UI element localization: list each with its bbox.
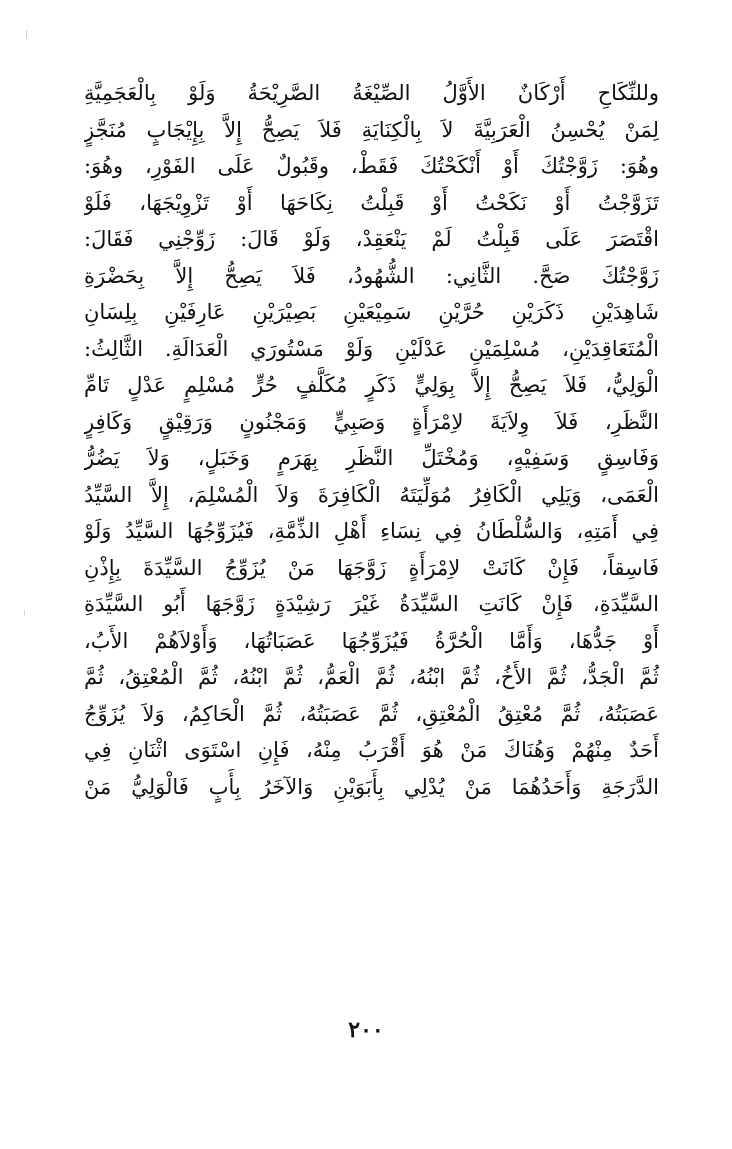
text-line: وهُوَ: زَوَّجْتُكَ أَوْ أَنْكَحْتُكَ فَقَطْ، وقَبُولٌ عَلَى الفَوْرِ، وهُوَ:	[84, 154, 659, 178]
text-line: فِي أَمَتِهِ، وَالسُّلْطَانُ فِي نِسَاءِ أَهْلِ الذِّمَّةِ، فَيُزَوِّجُهَا السَّيِّدُ وَلَوْ	[84, 519, 659, 543]
text-line: السَّيِّدَةِ، فَإِنْ كَانَتِ السَّيِّدَةُ غَيْرَ رَشِيْدَةٍ زَوَّجَهَا أَبُو السَّيِّدَةِ	[84, 592, 659, 616]
text-line: الدَّرَجَةِ وَأَحَدُهُمَا مَنْ يُدْلِي بِأَبَوَيْنِ وَالآخَرُ بِأَبٍ فَالْوَلِيُّ مَنْ	[84, 774, 659, 799]
text-line: النَّظَرِ، فَلاَ وِلاَيَةَ لاِمْرَأَةٍ وَصَبِيٍّ وَمَجْنُونٍ وَرَقِيْقٍ وَكَافِرٍ	[84, 409, 659, 434]
text-line: شَاهِدَيْنِ ذَكَرَيْنِ حُرَّيْنِ سَمِيْعَيْنِ بَصِيْرَيْنِ عَارِفَيْنِ بِلِسَانِ	[84, 300, 659, 324]
text-line: وَفَاسِقٍ وَسَفِيْهٍ، وَمُخْتَلِّ النَّظَرِ بِهَرَمٍ وَخَبَلٍ، وَلاَ يَضُرُّ	[84, 446, 659, 470]
text-line: زَوَّجْتُكَ صَحَّ. الثَّانِي: الشُّهُودُ، فَلاَ يَصِحُّ إِلاَّ بِحَضْرَةِ	[84, 263, 659, 288]
body-text	[84, 75, 659, 805]
text-line: الْعَمَى، وَيَلِي الْكَافِرُ مُوَلِّيَتَهُ الْكَافِرَةَ وَلاَ الْمُسْلِمَ، إِلاَّ السَّيِّدُ	[84, 482, 659, 507]
text-line: وللنِّكَاحِ أَرْكَانٌ الأَوَّلُ الصِّيْغَةُ الصَّرِيْحَةُ وَلَوْ بِالْعَجَمِيَّةِ	[84, 81, 659, 105]
page-number: ٢٠٠	[348, 1017, 384, 1043]
text-line: الْمُتَعَاقِدَيْنِ، مُسْلِمَيْنِ عَدْلَيْنِ وَلَوْ مَسْتُورَي الْعَدَالَةِ. الثَّالِثُ:	[84, 336, 659, 361]
text-line: لِمَنْ يُحْسِنُ الْعَرَبِيَّةَ لاَ بِالْكِنَايَةِ فَلاَ يَصِحُّ إِلاَّ بِإِيْجَابٍ مُنَجَّزٍ	[84, 117, 659, 142]
text-line: عَصَبَتُهُ، ثُمَّ مُعْتِقُ الْمُعْتِقِ، ثُمَّ عَصَبَتُهُ، ثُمَّ الْحَاكِمُ، وَلاَ يُزَوِّجُ	[84, 701, 659, 726]
text-line: اقْتَصَرَ عَلَى قَبِلْتُ لَمْ يَنْعَقِدْ، وَلَوْ قَالَ: زَوِّجْنِي فَقَالَ:	[84, 227, 659, 251]
margin-mark	[24, 610, 25, 616]
margin-mark	[26, 30, 27, 38]
text-line: تَزَوَّجْتُ أَوْ نَكَحْتُ أَوْ قَبِلْتُ نِكَاحَهَا أَوْ تَزْوِيْجَهَا، فَلَوْ	[84, 190, 659, 215]
text-line: فَاسِقاً، فَإِنْ كَانَتْ لاِمْرَأَةٍ زَوَّجَهَا مَنْ يُزَوِّجُ السَّيِّدَةَ بِإِذْنِ	[84, 555, 659, 580]
text-line: أَحَدٌ مِنْهُمْ وَهُنَاكَ مَنْ هُوَ أَقْرَبُ مِنْهُ، فَإِنِ اسْتَوَى اثْنَانِ فِي	[84, 738, 659, 762]
text-line: ثُمَّ الْجَدُّ، ثُمَّ الأَخُ، ثُمَّ ابْنُهُ، ثُمَّ الْعَمُّ، ثُمَّ ابْنُهُ، ثُمَّ الْمُعْتِقُ، ثُمَّ	[84, 665, 659, 689]
text-line: أَوْ جَدُّهَا، وَأَمَّا الْحُرَّةُ فَيُزَوِّجُهَا عَصَبَاتُهَا، وَأَوْلاَهُمْ الأَبُ،	[84, 628, 659, 653]
text-line: الْوَلِيُّ، فَلاَ يَصِحُّ إِلاَّ بِوَلِيٍّ ذَكَرٍ مُكَلَّفٍ حُرٍّ مُسْلِمٍ عَدْلٍ تَامِّ	[84, 373, 659, 397]
